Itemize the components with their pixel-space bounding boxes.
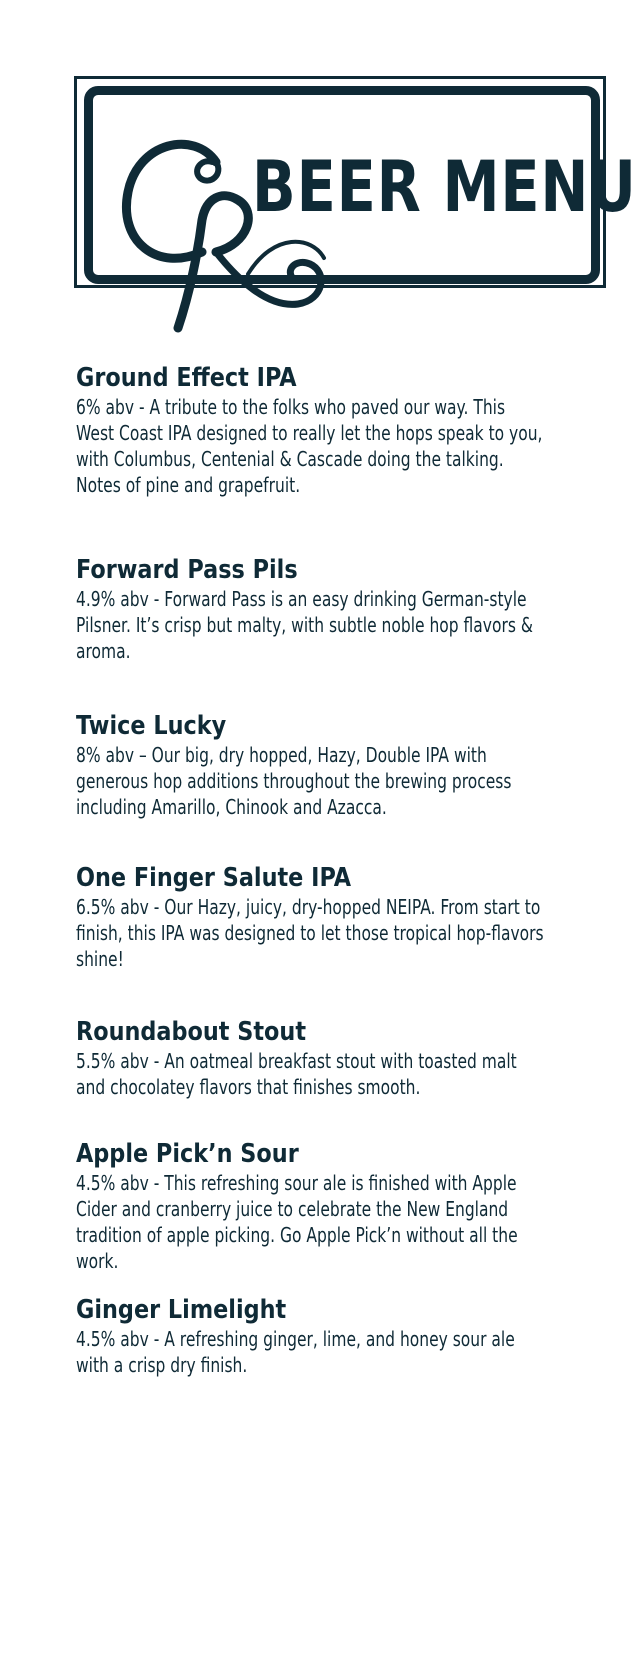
beer-item: [76, 1294, 640, 1378]
beer-name: Ginger Limelight: [76, 1295, 287, 1325]
beer-name: Roundabout Stout: [76, 1017, 307, 1047]
beer-name: One Finger Salute IPA: [76, 863, 352, 893]
beer-item: [76, 362, 640, 498]
beer-description: 6% abv - A tribute to the folks who paved our way. This West Coast IPA designed to really let the hops speak to you, with Columbus, Centenial & Cascade doing the talking. Notes of pine and grapefruit.: [76, 395, 543, 497]
beer-item: [76, 710, 640, 820]
beer-description: 4.5% abv - This refreshing sour ale is finished with Apple Cider and cranberry juice to celebrate the New England tradition of apple picking. Go Apple Pick’n without all the work.: [76, 1171, 518, 1273]
beer-name: Twice Lucky: [76, 711, 227, 741]
beer-item: [76, 1016, 640, 1100]
beer-name: Ground Effect IPA: [76, 363, 297, 393]
beer-description: 8% abv – Our big, dry hopped, Hazy, Double IPA with generous hop additions throughout the brewing process including Amarillo, Chinook and Azacca.: [76, 743, 512, 819]
menu-title: BEER MENU: [252, 146, 637, 228]
beer-item: [76, 1138, 640, 1274]
beer-description: 4.9% abv - Forward Pass is an easy drinking German-style Pilsner. It’s crisp but malty, with subtle noble hop flavors & aroma.: [76, 587, 533, 663]
beer-name: Forward Pass Pils: [76, 555, 298, 585]
beer-item: [76, 554, 640, 664]
menu-header: [74, 76, 637, 350]
beer-description: 5.5% abv - An oatmeal breakfast stout with toasted malt and chocolatey flavors that finishes smooth.: [76, 1049, 517, 1099]
beer-name: Apple Pick’n Sour: [76, 1139, 299, 1169]
beer-description: 6.5% abv - Our Hazy, juicy, dry-hopped NEIPA. From start to finish, this IPA was designed to let those tropical hop-flavors shine!: [76, 895, 544, 971]
beer-description: 4.5% abv - A refreshing ginger, lime, and honey sour ale with a crisp dry finish.: [76, 1327, 515, 1377]
beer-item: [76, 862, 640, 972]
